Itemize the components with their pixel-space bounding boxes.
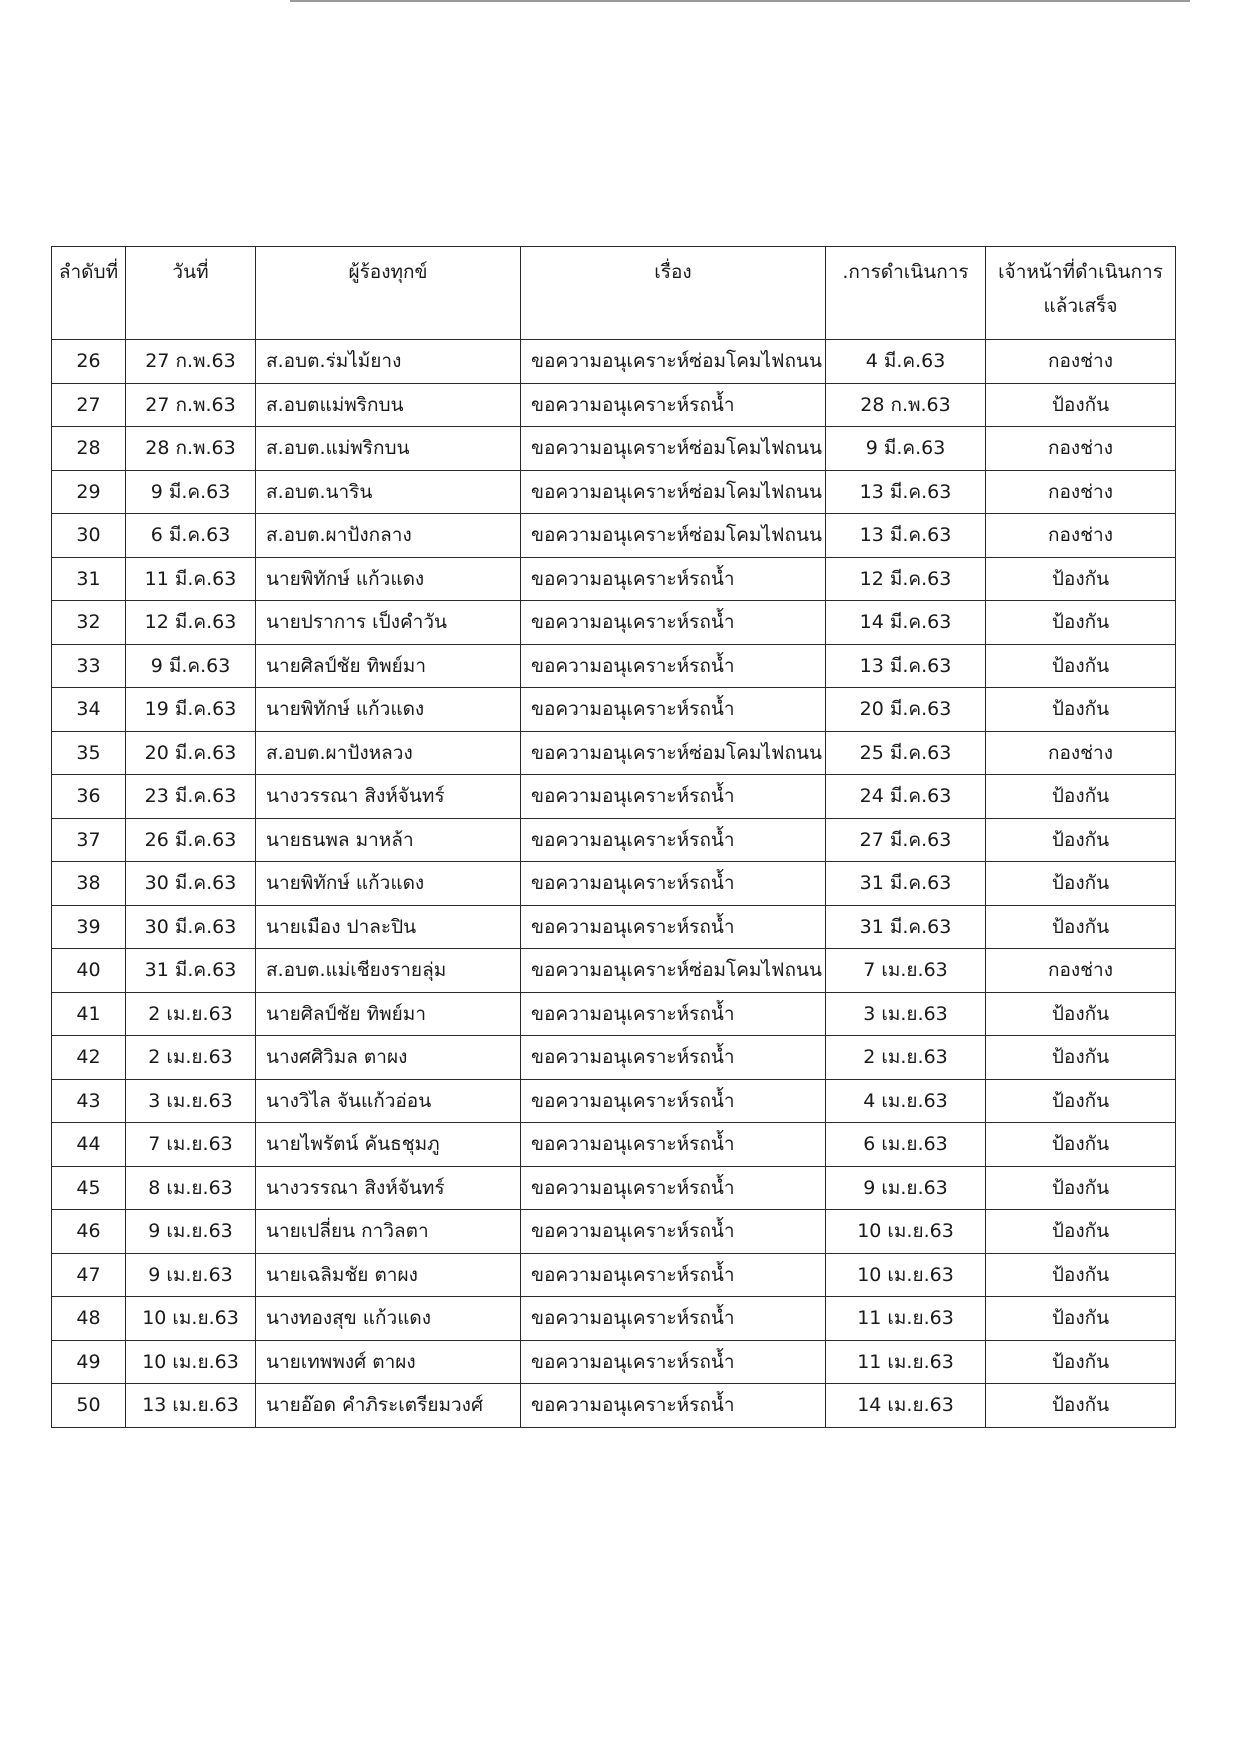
cell-action: 24 มี.ค.63	[826, 775, 986, 819]
complaint-table	[51, 246, 1176, 1428]
cell-officer: ป้องกัน	[986, 1210, 1176, 1254]
table-row	[52, 1079, 1176, 1123]
cell-complainant: นายพิทักษ์ แก้วแดง	[256, 688, 521, 732]
header-date: วันที่	[126, 247, 256, 340]
cell-subject: ขอความอนุเคราะห์รถน้ำ	[521, 1036, 826, 1080]
cell-complainant: ส.อบต.แม่เชียงรายลุ่ม	[256, 949, 521, 993]
cell-no: 40	[52, 949, 126, 993]
table-row	[52, 1297, 1176, 1341]
table-row	[52, 862, 1176, 906]
cell-no: 31	[52, 557, 126, 601]
cell-complainant: นางศศิวิมล ตาผง	[256, 1036, 521, 1080]
cell-officer: ป้องกัน	[986, 905, 1176, 949]
cell-action: 10 เม.ย.63	[826, 1210, 986, 1254]
cell-date: 30 มี.ค.63	[126, 905, 256, 949]
cell-officer: ป้องกัน	[986, 775, 1176, 819]
cell-date: 30 มี.ค.63	[126, 862, 256, 906]
cell-subject: ขอความอนุเคราะห์รถน้ำ	[521, 1384, 826, 1428]
cell-complainant: นางวรรณา สิงห์จันทร์	[256, 775, 521, 819]
cell-action: 28 ก.พ.63	[826, 383, 986, 427]
header-subject: เรื่อง	[521, 247, 826, 340]
cell-officer: ป้องกัน	[986, 818, 1176, 862]
table-row	[52, 427, 1176, 471]
cell-action: 4 เม.ย.63	[826, 1079, 986, 1123]
cell-date: 6 มี.ค.63	[126, 514, 256, 558]
cell-subject: ขอความอนุเคราะห์ซ่อมโคมไฟถนน	[521, 427, 826, 471]
cell-subject: ขอความอนุเคราะห์รถน้ำ	[521, 383, 826, 427]
cell-complainant: ส.อบต.นาริน	[256, 470, 521, 514]
cell-date: 3 เม.ย.63	[126, 1079, 256, 1123]
cell-action: 14 มี.ค.63	[826, 601, 986, 645]
cell-no: 45	[52, 1166, 126, 1210]
cell-date: 19 มี.ค.63	[126, 688, 256, 732]
cell-complainant: นายเมือง ปาละปิน	[256, 905, 521, 949]
cell-subject: ขอความอนุเคราะห์รถน้ำ	[521, 1210, 826, 1254]
table-row	[52, 1253, 1176, 1297]
cell-complainant: ส.อบตแม่พริกบน	[256, 383, 521, 427]
cell-no: 49	[52, 1340, 126, 1384]
cell-no: 47	[52, 1253, 126, 1297]
cell-officer: กองช่าง	[986, 949, 1176, 993]
cell-date: 28 ก.พ.63	[126, 427, 256, 471]
cell-no: 27	[52, 383, 126, 427]
cell-action: 2 เม.ย.63	[826, 1036, 986, 1080]
cell-no: 41	[52, 992, 126, 1036]
cell-subject: ขอความอนุเคราะห์ซ่อมโคมไฟถนน	[521, 514, 826, 558]
table-row	[52, 818, 1176, 862]
cell-subject: ขอความอนุเคราะห์ซ่อมโคมไฟถนน	[521, 731, 826, 775]
table-row	[52, 1384, 1176, 1428]
cell-complainant: นางวิไล จันแก้วอ่อน	[256, 1079, 521, 1123]
cell-subject: ขอความอนุเคราะห์รถน้ำ	[521, 818, 826, 862]
cell-complainant: ส.อบต.ร่มไม้ยาง	[256, 340, 521, 384]
cell-complainant: ส.อบต.แม่พริกบน	[256, 427, 521, 471]
cell-date: 20 มี.ค.63	[126, 731, 256, 775]
cell-complainant: นายพิทักษ์ แก้วแดง	[256, 862, 521, 906]
cell-subject: ขอความอนุเคราะห์รถน้ำ	[521, 644, 826, 688]
header-officer: เจ้าหน้าที่ดำเนินการแล้วเสร็จ	[986, 247, 1176, 340]
cell-date: 13 เม.ย.63	[126, 1384, 256, 1428]
cell-complainant: นางทองสุข แก้วแดง	[256, 1297, 521, 1341]
cell-date: 7 เม.ย.63	[126, 1123, 256, 1167]
table-row	[52, 775, 1176, 819]
cell-complainant: นายไพรัตน์ คันธชุมภู	[256, 1123, 521, 1167]
table-header-row	[52, 247, 1176, 340]
cell-date: 10 เม.ย.63	[126, 1297, 256, 1341]
cell-officer: ป้องกัน	[986, 383, 1176, 427]
table-row	[52, 340, 1176, 384]
cell-action: 12 มี.ค.63	[826, 557, 986, 601]
cell-action: 13 มี.ค.63	[826, 470, 986, 514]
cell-subject: ขอความอนุเคราะห์รถน้ำ	[521, 601, 826, 645]
cell-complainant: นายศิลป์ชัย ทิพย์มา	[256, 992, 521, 1036]
cell-no: 30	[52, 514, 126, 558]
table-row	[52, 992, 1176, 1036]
cell-officer: ป้องกัน	[986, 644, 1176, 688]
cell-officer: ป้องกัน	[986, 1079, 1176, 1123]
cell-officer: ป้องกัน	[986, 1340, 1176, 1384]
cell-action: 7 เม.ย.63	[826, 949, 986, 993]
cell-action: 13 มี.ค.63	[826, 514, 986, 558]
table-row	[52, 514, 1176, 558]
cell-complainant: นายศิลป์ชัย ทิพย์มา	[256, 644, 521, 688]
cell-no: 50	[52, 1384, 126, 1428]
table-row	[52, 1166, 1176, 1210]
cell-date: 31 มี.ค.63	[126, 949, 256, 993]
cell-subject: ขอความอนุเคราะห์รถน้ำ	[521, 1079, 826, 1123]
cell-date: 8 เม.ย.63	[126, 1166, 256, 1210]
table-row	[52, 949, 1176, 993]
cell-action: 31 มี.ค.63	[826, 905, 986, 949]
cell-no: 43	[52, 1079, 126, 1123]
cell-subject: ขอความอนุเคราะห์รถน้ำ	[521, 1166, 826, 1210]
cell-date: 9 มี.ค.63	[126, 470, 256, 514]
cell-action: 14 เม.ย.63	[826, 1384, 986, 1428]
cell-subject: ขอความอนุเคราะห์ซ่อมโคมไฟถนน	[521, 340, 826, 384]
cell-no: 26	[52, 340, 126, 384]
cell-officer: ป้องกัน	[986, 992, 1176, 1036]
cell-officer: ป้องกัน	[986, 601, 1176, 645]
cell-subject: ขอความอนุเคราะห์รถน้ำ	[521, 1340, 826, 1384]
cell-officer: ป้องกัน	[986, 1036, 1176, 1080]
cell-officer: กองช่าง	[986, 470, 1176, 514]
header-action: .การดำเนินการ	[826, 247, 986, 340]
cell-complainant: นายเทพพงศ์ ตาผง	[256, 1340, 521, 1384]
cell-complainant: ส.อบต.ผาปังหลวง	[256, 731, 521, 775]
scan-edge-line	[290, 0, 1190, 2]
table-row	[52, 470, 1176, 514]
cell-complainant: นายเปลี่ยน กาวิลตา	[256, 1210, 521, 1254]
cell-action: 13 มี.ค.63	[826, 644, 986, 688]
header-complainant: ผู้ร้องทุกข์	[256, 247, 521, 340]
table-row	[52, 905, 1176, 949]
cell-no: 34	[52, 688, 126, 732]
cell-complainant: นายอ๊อด คำภิระเตรียมวงศ์	[256, 1384, 521, 1428]
cell-date: 10 เม.ย.63	[126, 1340, 256, 1384]
table-row	[52, 1340, 1176, 1384]
cell-date: 11 มี.ค.63	[126, 557, 256, 601]
cell-complainant: นางวรรณา สิงห์จันทร์	[256, 1166, 521, 1210]
cell-no: 39	[52, 905, 126, 949]
cell-date: 9 เม.ย.63	[126, 1210, 256, 1254]
cell-subject: ขอความอนุเคราะห์รถน้ำ	[521, 1123, 826, 1167]
cell-date: 2 เม.ย.63	[126, 992, 256, 1036]
cell-no: 48	[52, 1297, 126, 1341]
cell-no: 33	[52, 644, 126, 688]
cell-action: 25 มี.ค.63	[826, 731, 986, 775]
table-row	[52, 557, 1176, 601]
cell-date: 26 มี.ค.63	[126, 818, 256, 862]
cell-officer: ป้องกัน	[986, 862, 1176, 906]
cell-officer: ป้องกัน	[986, 557, 1176, 601]
cell-no: 32	[52, 601, 126, 645]
cell-no: 37	[52, 818, 126, 862]
cell-subject: ขอความอนุเคราะห์รถน้ำ	[521, 557, 826, 601]
cell-officer: กองช่าง	[986, 731, 1176, 775]
cell-no: 35	[52, 731, 126, 775]
cell-date: 9 มี.ค.63	[126, 644, 256, 688]
cell-action: 4 มี.ค.63	[826, 340, 986, 384]
cell-action: 9 เม.ย.63	[826, 1166, 986, 1210]
cell-officer: ป้องกัน	[986, 1297, 1176, 1341]
cell-no: 46	[52, 1210, 126, 1254]
cell-action: 27 มี.ค.63	[826, 818, 986, 862]
cell-subject: ขอความอนุเคราะห์รถน้ำ	[521, 1253, 826, 1297]
cell-date: 12 มี.ค.63	[126, 601, 256, 645]
cell-date: 27 ก.พ.63	[126, 340, 256, 384]
table-row	[52, 1210, 1176, 1254]
table-row	[52, 383, 1176, 427]
table-body	[52, 340, 1176, 1428]
cell-action: 3 เม.ย.63	[826, 992, 986, 1036]
cell-no: 44	[52, 1123, 126, 1167]
cell-officer: ป้องกัน	[986, 688, 1176, 732]
cell-action: 6 เม.ย.63	[826, 1123, 986, 1167]
cell-no: 28	[52, 427, 126, 471]
cell-action: 11 เม.ย.63	[826, 1297, 986, 1341]
table-row	[52, 1123, 1176, 1167]
table-row	[52, 731, 1176, 775]
cell-action: 9 มี.ค.63	[826, 427, 986, 471]
cell-action: 10 เม.ย.63	[826, 1253, 986, 1297]
cell-complainant: นายธนพล มาหล้า	[256, 818, 521, 862]
cell-officer: กองช่าง	[986, 340, 1176, 384]
cell-subject: ขอความอนุเคราะห์ซ่อมโคมไฟถนน	[521, 470, 826, 514]
cell-date: 2 เม.ย.63	[126, 1036, 256, 1080]
cell-no: 42	[52, 1036, 126, 1080]
cell-officer: ป้องกัน	[986, 1123, 1176, 1167]
cell-no: 38	[52, 862, 126, 906]
cell-no: 29	[52, 470, 126, 514]
cell-subject: ขอความอนุเคราะห์รถน้ำ	[521, 1297, 826, 1341]
cell-action: 31 มี.ค.63	[826, 862, 986, 906]
cell-date: 27 ก.พ.63	[126, 383, 256, 427]
cell-date: 23 มี.ค.63	[126, 775, 256, 819]
table-row	[52, 601, 1176, 645]
cell-complainant: ส.อบต.ผาปังกลาง	[256, 514, 521, 558]
header-no: ลำดับที่	[52, 247, 126, 340]
cell-officer: ป้องกัน	[986, 1166, 1176, 1210]
cell-date: 9 เม.ย.63	[126, 1253, 256, 1297]
cell-subject: ขอความอนุเคราะห์รถน้ำ	[521, 688, 826, 732]
cell-action: 20 มี.ค.63	[826, 688, 986, 732]
cell-complainant: นายเฉลิมชัย ตาผง	[256, 1253, 521, 1297]
cell-officer: ป้องกัน	[986, 1253, 1176, 1297]
table-row	[52, 644, 1176, 688]
cell-subject: ขอความอนุเคราะห์รถน้ำ	[521, 775, 826, 819]
cell-subject: ขอความอนุเคราะห์รถน้ำ	[521, 905, 826, 949]
cell-officer: ป้องกัน	[986, 1384, 1176, 1428]
cell-complainant: นายพิทักษ์ แก้วแดง	[256, 557, 521, 601]
cell-officer: กองช่าง	[986, 514, 1176, 558]
cell-action: 11 เม.ย.63	[826, 1340, 986, 1384]
cell-subject: ขอความอนุเคราะห์ซ่อมโคมไฟถนน	[521, 949, 826, 993]
cell-subject: ขอความอนุเคราะห์รถน้ำ	[521, 862, 826, 906]
cell-subject: ขอความอนุเคราะห์รถน้ำ	[521, 992, 826, 1036]
cell-no: 36	[52, 775, 126, 819]
table-row	[52, 688, 1176, 732]
table-row	[52, 1036, 1176, 1080]
cell-officer: กองช่าง	[986, 427, 1176, 471]
cell-complainant: นายปราการ เป็งคำวัน	[256, 601, 521, 645]
